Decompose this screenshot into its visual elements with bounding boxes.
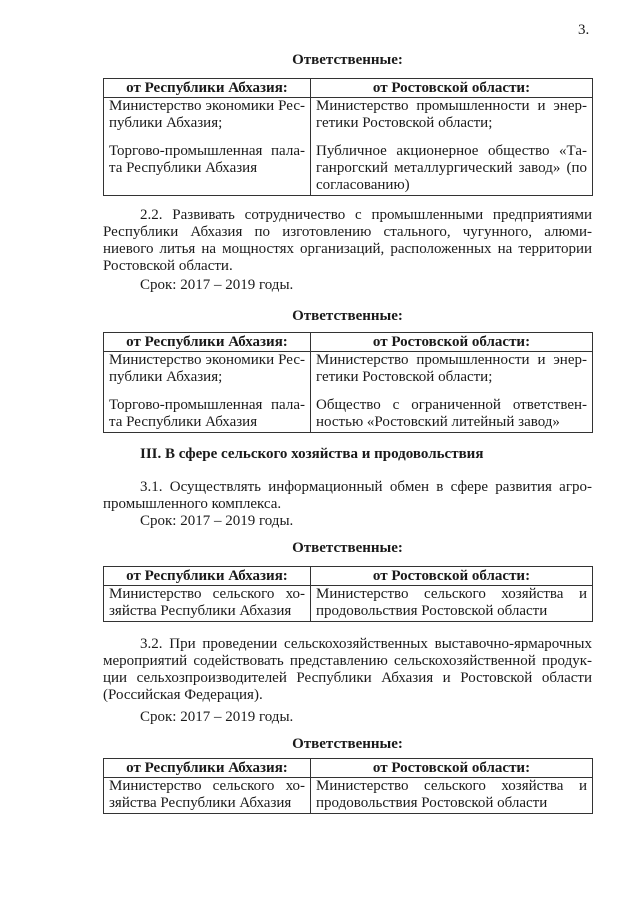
table-row	[104, 777, 593, 813]
cell-line: Публичное акционерное общество «Та-	[316, 142, 587, 159]
cell-line: Министерство сельского хо-	[109, 777, 305, 794]
table-row	[104, 97, 593, 195]
table-cell	[311, 585, 593, 621]
column-header: от Республики Абхазия:	[104, 79, 311, 98]
cell-line: Общество с ограниченной ответствен-	[316, 396, 587, 413]
cell-line: Министерство экономики Рес-	[109, 351, 305, 368]
page-number: 3.	[578, 22, 590, 38]
table-header-row	[104, 567, 593, 586]
responsible-heading: Ответственные:	[292, 52, 403, 68]
responsible-table	[103, 566, 593, 622]
cell-line: гетики Ростовской области;	[316, 368, 493, 385]
cell-paragraph	[316, 352, 587, 386]
table-header-row	[104, 333, 593, 352]
paragraph-line: Ростовской области.	[103, 258, 233, 274]
cell-line: Министерство экономики Рес-	[109, 97, 305, 114]
table-header-row	[104, 79, 593, 98]
column-header: от Ростовской области:	[311, 333, 593, 352]
paragraph	[103, 636, 592, 704]
section-heading: III. В сфере сельского хозяйства и продовольствия	[140, 446, 484, 462]
table-cell	[311, 97, 593, 195]
cell-line: ганрогский металлургический завод» (по	[316, 159, 587, 176]
table-cell	[104, 97, 311, 195]
responsible-heading: Ответственные:	[292, 540, 403, 556]
cell-paragraph	[316, 778, 587, 812]
cell-line: согласованию)	[316, 176, 410, 193]
paragraph-line: мероприятий содействовать представлению сельскохозяйственной продук-	[103, 653, 592, 669]
table-cell	[311, 351, 593, 432]
paragraph	[103, 479, 592, 513]
cell-line: публики Абхазия;	[109, 368, 223, 385]
cell-line: ностью «Ростовский литейный завод»	[316, 413, 560, 430]
table-row	[104, 351, 593, 432]
paragraph-line: Республики Абхазия по изготовлению стального, чугунного, алюми-	[103, 224, 592, 240]
deadline-text: Срок: 2017 – 2019 годы.	[140, 277, 294, 293]
cell-paragraph	[109, 397, 305, 431]
cell-line: зяйства Республики Абхазия	[109, 794, 292, 811]
cell-line: Торгово-промышленная пала-	[109, 142, 305, 159]
paragraph	[103, 207, 592, 275]
responsible-heading: Ответственные:	[292, 308, 403, 324]
column-header: от Республики Абхазия:	[104, 759, 311, 778]
cell-line: гетики Ростовской области;	[316, 114, 493, 131]
cell-line: Министерство сельского хозяйства и	[316, 585, 587, 602]
paragraph-line: 3.1. Осуществлять информационный обмен в сфере развития агро-	[140, 479, 592, 495]
paragraph-line: ции сельхозпроизводителей Республики Абхазия и Ростовской области	[103, 670, 592, 686]
cell-paragraph	[109, 586, 305, 620]
table-cell	[104, 777, 311, 813]
table-header-row	[104, 759, 593, 778]
cell-paragraph	[316, 397, 587, 431]
column-header: от Республики Абхазия:	[104, 333, 311, 352]
paragraph-line: 2.2. Развивать сотрудничество с промышленными предприятиями	[140, 207, 592, 223]
cell-paragraph	[109, 98, 305, 132]
table-cell	[104, 351, 311, 432]
cell-paragraph	[109, 352, 305, 386]
paragraph-line: промышленного комплекса.	[103, 496, 282, 512]
deadline-text: Срок: 2017 – 2019 годы.	[140, 709, 294, 725]
cell-line: продовольствия Ростовской области	[316, 602, 548, 619]
column-header: от Республики Абхазия:	[104, 567, 311, 586]
cell-paragraph	[109, 143, 305, 177]
responsible-table	[103, 78, 593, 196]
cell-paragraph	[316, 586, 587, 620]
cell-line: Министерство промышленности и энер-	[316, 97, 587, 114]
table-cell	[104, 585, 311, 621]
cell-paragraph	[316, 98, 587, 132]
cell-line: продовольствия Ростовской области	[316, 794, 548, 811]
paragraph-line: ниевого литья на мощностях организаций, расположенных на территории	[103, 241, 592, 257]
column-header: от Ростовской области:	[311, 79, 593, 98]
column-header: от Ростовской области:	[311, 759, 593, 778]
table-cell	[311, 777, 593, 813]
cell-line: публики Абхазия;	[109, 114, 223, 131]
paragraph-line: (Российская Федерация).	[103, 687, 263, 703]
cell-line: зяйства Республики Абхазия	[109, 602, 292, 619]
cell-line: та Республики Абхазия	[109, 413, 258, 430]
cell-line: Торгово-промышленная пала-	[109, 396, 305, 413]
responsible-heading: Ответственные:	[292, 736, 403, 752]
responsible-table	[103, 332, 593, 433]
deadline-text: Срок: 2017 – 2019 годы.	[140, 513, 294, 529]
column-header: от Ростовской области:	[311, 567, 593, 586]
cell-line: та Республики Абхазия	[109, 159, 258, 176]
cell-line: Министерство сельского хо-	[109, 585, 305, 602]
cell-paragraph	[109, 778, 305, 812]
table-row	[104, 585, 593, 621]
cell-paragraph	[316, 143, 587, 194]
cell-line: Министерство сельского хозяйства и	[316, 777, 587, 794]
cell-line: Министерство промышленности и энер-	[316, 351, 587, 368]
paragraph-line: 3.2. При проведении сельскохозяйственных выставочно-ярмарочных	[140, 636, 592, 652]
responsible-table	[103, 758, 593, 814]
